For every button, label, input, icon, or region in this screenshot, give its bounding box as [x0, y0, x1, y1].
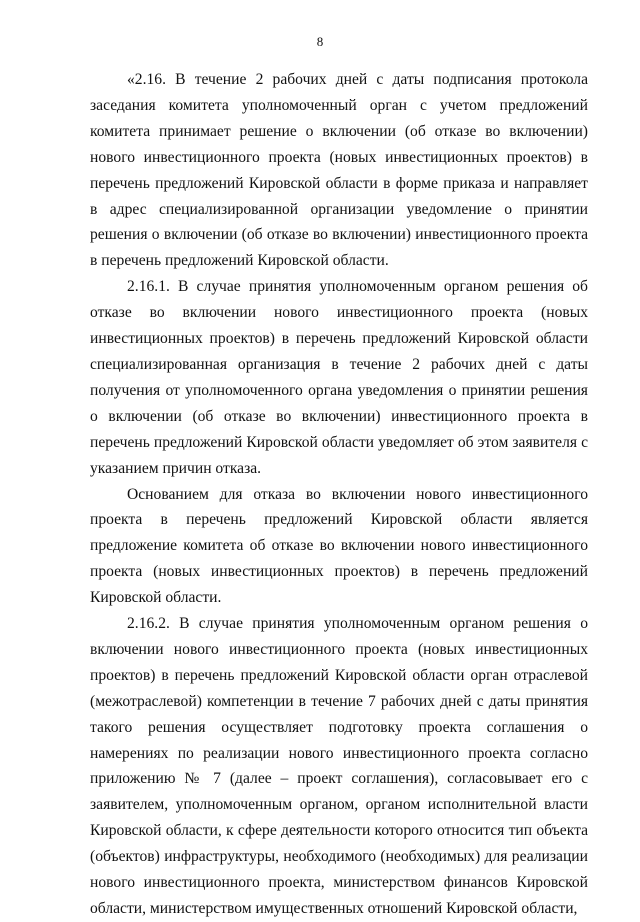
paragraph-refusal-basis: Основанием для отказа во включении нового инвестиционного проекта в перечень предложений Кировской области является предложение комитета об отказе во включении нового инвестиционного проекта (новых инвестиционных проектов) в перечень предложений Кировской области. — [90, 485, 588, 607]
paragraph-2-16-2: 2.16.2. В случае принятия уполномоченным органом решения о включении нового инвестиционного проекта (новых инвестиционных проектов) в перечень предложений Кировской области орган отраслевой (межотраслевой) компетенции в течение 7 рабочих дней с даты принятия такого решения осуществляет подготовку проекта соглашения о намерениях по реализации нового инвестиционного проекта согласно приложению № 7 (далее – проект соглашения), согласовывает его с заявителем, уполномоченным органом, органом исполнительной власти Кировской области, к сфере деятельности которого относится тип объекта (объектов) инфраструктуры, необходимого (необходимых) для реализации нового инвестиционного проекта, министерством финансов Кировской области, министерством имущественных отношений Кировской области, — [90, 615, 588, 917]
page-number: 8 — [316, 34, 324, 49]
paragraph-2-16-1: 2.16.1. В случае принятия уполномоченным органом решения об отказе во включении нового инвестиционного проекта (новых инвестиционных проектов) в перечень предложений Кировской области специализированная организация в течение 2 рабочих дней с даты получения от уполномоченного органа уведомления о принятии решения о включении (об отказе во включении) инвестиционного проекта в перечень предложений Кировской области уведомляет об этом заявителя с указанием причин отказа. — [90, 278, 588, 477]
paragraph-2-16: «2.16. В течение 2 рабочих дней с даты подписания протокола заседания комитета уполномоченный орган с учетом предложений комитета принимает решение о включении (об отказе во включении) нового инвестиционного проекта (новых инвестиционных проектов) в перечень предложений Кировской области в форме приказа и направляет в адрес специализированной организации уведомление о принятии решения о включении (об отказе во включении) инвестиционного проекта в перечень предложений Кировской области. — [90, 71, 588, 270]
document-body — [90, 67, 588, 922]
